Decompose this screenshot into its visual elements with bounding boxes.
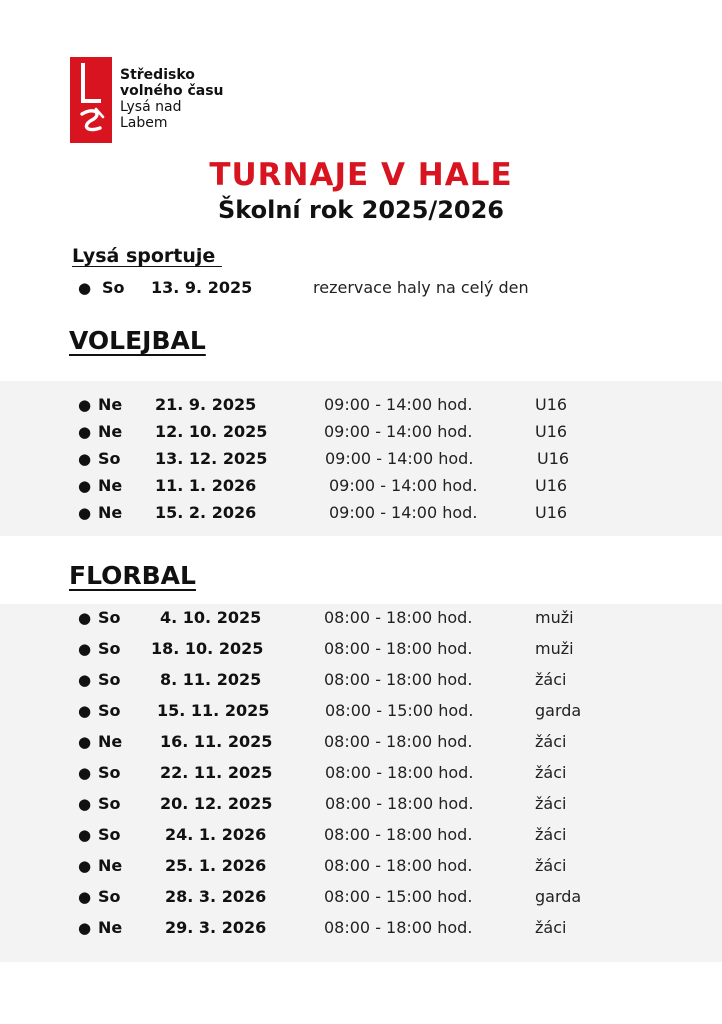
bullet-icon: ● xyxy=(78,396,92,414)
bullet-icon: ● xyxy=(78,857,92,875)
bullet-icon: ● xyxy=(78,671,92,689)
table-row xyxy=(0,393,722,417)
list-item xyxy=(0,276,722,300)
event-group: žáci xyxy=(535,732,567,751)
table-row xyxy=(0,730,722,754)
table-row xyxy=(0,637,722,661)
event-date: 24. 1. 2026 xyxy=(165,825,267,844)
table-row xyxy=(0,885,722,909)
event-group: U16 xyxy=(537,449,570,468)
event-day: So xyxy=(98,887,121,906)
event-day: So xyxy=(98,794,121,813)
table-row xyxy=(0,699,722,723)
event-group: žáci xyxy=(535,825,567,844)
bullet-icon: ● xyxy=(78,609,92,627)
event-day: So xyxy=(98,825,121,844)
bullet-icon: ● xyxy=(78,640,92,658)
bullet-icon: ● xyxy=(78,477,92,495)
event-time: 08:00 - 18:00 hod. xyxy=(325,763,474,782)
event-day: So xyxy=(98,763,121,782)
event-note: rezervace haly na celý den xyxy=(313,278,529,297)
event-group: muži xyxy=(535,608,574,627)
table-row xyxy=(0,501,722,525)
event-day: So xyxy=(98,670,121,689)
event-group: žáci xyxy=(535,918,567,937)
event-date: 28. 3. 2026 xyxy=(165,887,267,906)
event-day: Ne xyxy=(98,918,123,937)
event-group: U16 xyxy=(535,503,568,522)
event-group: U16 xyxy=(535,476,568,495)
table-row xyxy=(0,916,722,940)
event-group: garda xyxy=(535,887,582,906)
section-heading-lysa-sportuje: Lysá sportuje xyxy=(72,245,222,267)
event-group: U16 xyxy=(535,395,568,414)
bullet-icon: ● xyxy=(78,423,92,441)
event-date: 20. 12. 2025 xyxy=(160,794,273,813)
org-name-line-3: Lysá nad xyxy=(120,99,182,115)
event-day: Ne xyxy=(98,422,123,441)
event-date: 22. 11. 2025 xyxy=(160,763,273,782)
event-time: 09:00 - 14:00 hod. xyxy=(324,395,473,414)
event-day: So xyxy=(98,639,121,658)
event-time: 08:00 - 18:00 hod. xyxy=(324,608,473,627)
table-row xyxy=(0,823,722,847)
event-day: So xyxy=(98,608,121,627)
event-group: žáci xyxy=(535,670,567,689)
section-heading-volejbal: VOLEJBAL xyxy=(69,326,206,355)
event-group: muži xyxy=(535,639,574,658)
event-date: 12. 10. 2025 xyxy=(155,422,268,441)
table-row xyxy=(0,420,722,444)
event-time: 08:00 - 18:00 hod. xyxy=(324,732,473,751)
event-day: So xyxy=(98,449,121,468)
event-day: Ne xyxy=(98,732,123,751)
event-date: 15. 11. 2025 xyxy=(157,701,270,720)
bullet-icon: ● xyxy=(78,450,92,468)
event-time: 08:00 - 15:00 hod. xyxy=(324,887,473,906)
event-day: So xyxy=(102,278,125,297)
table-row xyxy=(0,606,722,630)
event-time: 08:00 - 18:00 hod. xyxy=(325,794,474,813)
bullet-icon: ● xyxy=(78,733,92,751)
event-time: 08:00 - 18:00 hod. xyxy=(324,918,473,937)
event-group: žáci xyxy=(535,763,567,782)
bullet-icon: ● xyxy=(78,888,92,906)
org-name-line-4: Labem xyxy=(120,115,168,131)
event-day: Ne xyxy=(98,476,123,495)
bullet-icon: ● xyxy=(78,504,92,522)
event-group: U16 xyxy=(535,422,568,441)
event-time: 08:00 - 18:00 hod. xyxy=(324,856,473,875)
org-name xyxy=(120,67,224,131)
event-time: 08:00 - 18:00 hod. xyxy=(324,670,473,689)
bullet-icon: ● xyxy=(78,702,92,720)
org-name-line-2: volného času xyxy=(120,83,224,99)
bullet-icon: ● xyxy=(78,279,92,297)
page-subtitle: Školní rok 2025/2026 xyxy=(218,196,504,224)
section-heading-florbal: FLORBAL xyxy=(69,561,196,590)
event-group: žáci xyxy=(535,856,567,875)
event-time: 09:00 - 14:00 hod. xyxy=(329,476,478,495)
table-row xyxy=(0,854,722,878)
bullet-icon: ● xyxy=(78,795,92,813)
event-time: 08:00 - 15:00 hod. xyxy=(325,701,474,720)
event-date: 4. 10. 2025 xyxy=(160,608,262,627)
page-title: TURNAJE V HALE xyxy=(209,157,513,193)
table-row xyxy=(0,447,722,471)
event-group: garda xyxy=(535,701,582,720)
event-group: žáci xyxy=(535,794,567,813)
bullet-icon: ● xyxy=(78,764,92,782)
event-day: Ne xyxy=(98,503,123,522)
table-row xyxy=(0,668,722,692)
event-date: 16. 11. 2025 xyxy=(160,732,273,751)
event-date: 29. 3. 2026 xyxy=(165,918,267,937)
event-time: 09:00 - 14:00 hod. xyxy=(324,422,473,441)
event-date: 18. 10. 2025 xyxy=(151,639,264,658)
event-date: 13. 12. 2025 xyxy=(155,449,268,468)
event-date: 8. 11. 2025 xyxy=(160,670,262,689)
event-time: 09:00 - 14:00 hod. xyxy=(329,503,478,522)
event-time: 08:00 - 18:00 hod. xyxy=(324,825,473,844)
event-date: 13. 9. 2025 xyxy=(151,278,253,297)
event-day: So xyxy=(98,701,121,720)
org-logo xyxy=(70,57,112,143)
table-row xyxy=(0,792,722,816)
event-date: 15. 2. 2026 xyxy=(155,503,257,522)
event-day: Ne xyxy=(98,856,123,875)
event-day: Ne xyxy=(98,395,123,414)
table-row xyxy=(0,761,722,785)
event-time: 09:00 - 14:00 hod. xyxy=(325,449,474,468)
bullet-icon: ● xyxy=(78,919,92,937)
table-row xyxy=(0,474,722,498)
event-date: 11. 1. 2026 xyxy=(155,476,257,495)
org-logo-mark xyxy=(70,57,112,143)
event-time: 08:00 - 18:00 hod. xyxy=(324,639,473,658)
bullet-icon: ● xyxy=(78,826,92,844)
event-date: 25. 1. 2026 xyxy=(165,856,267,875)
org-name-line-1: Středisko xyxy=(120,67,195,83)
event-date: 21. 9. 2025 xyxy=(155,395,257,414)
